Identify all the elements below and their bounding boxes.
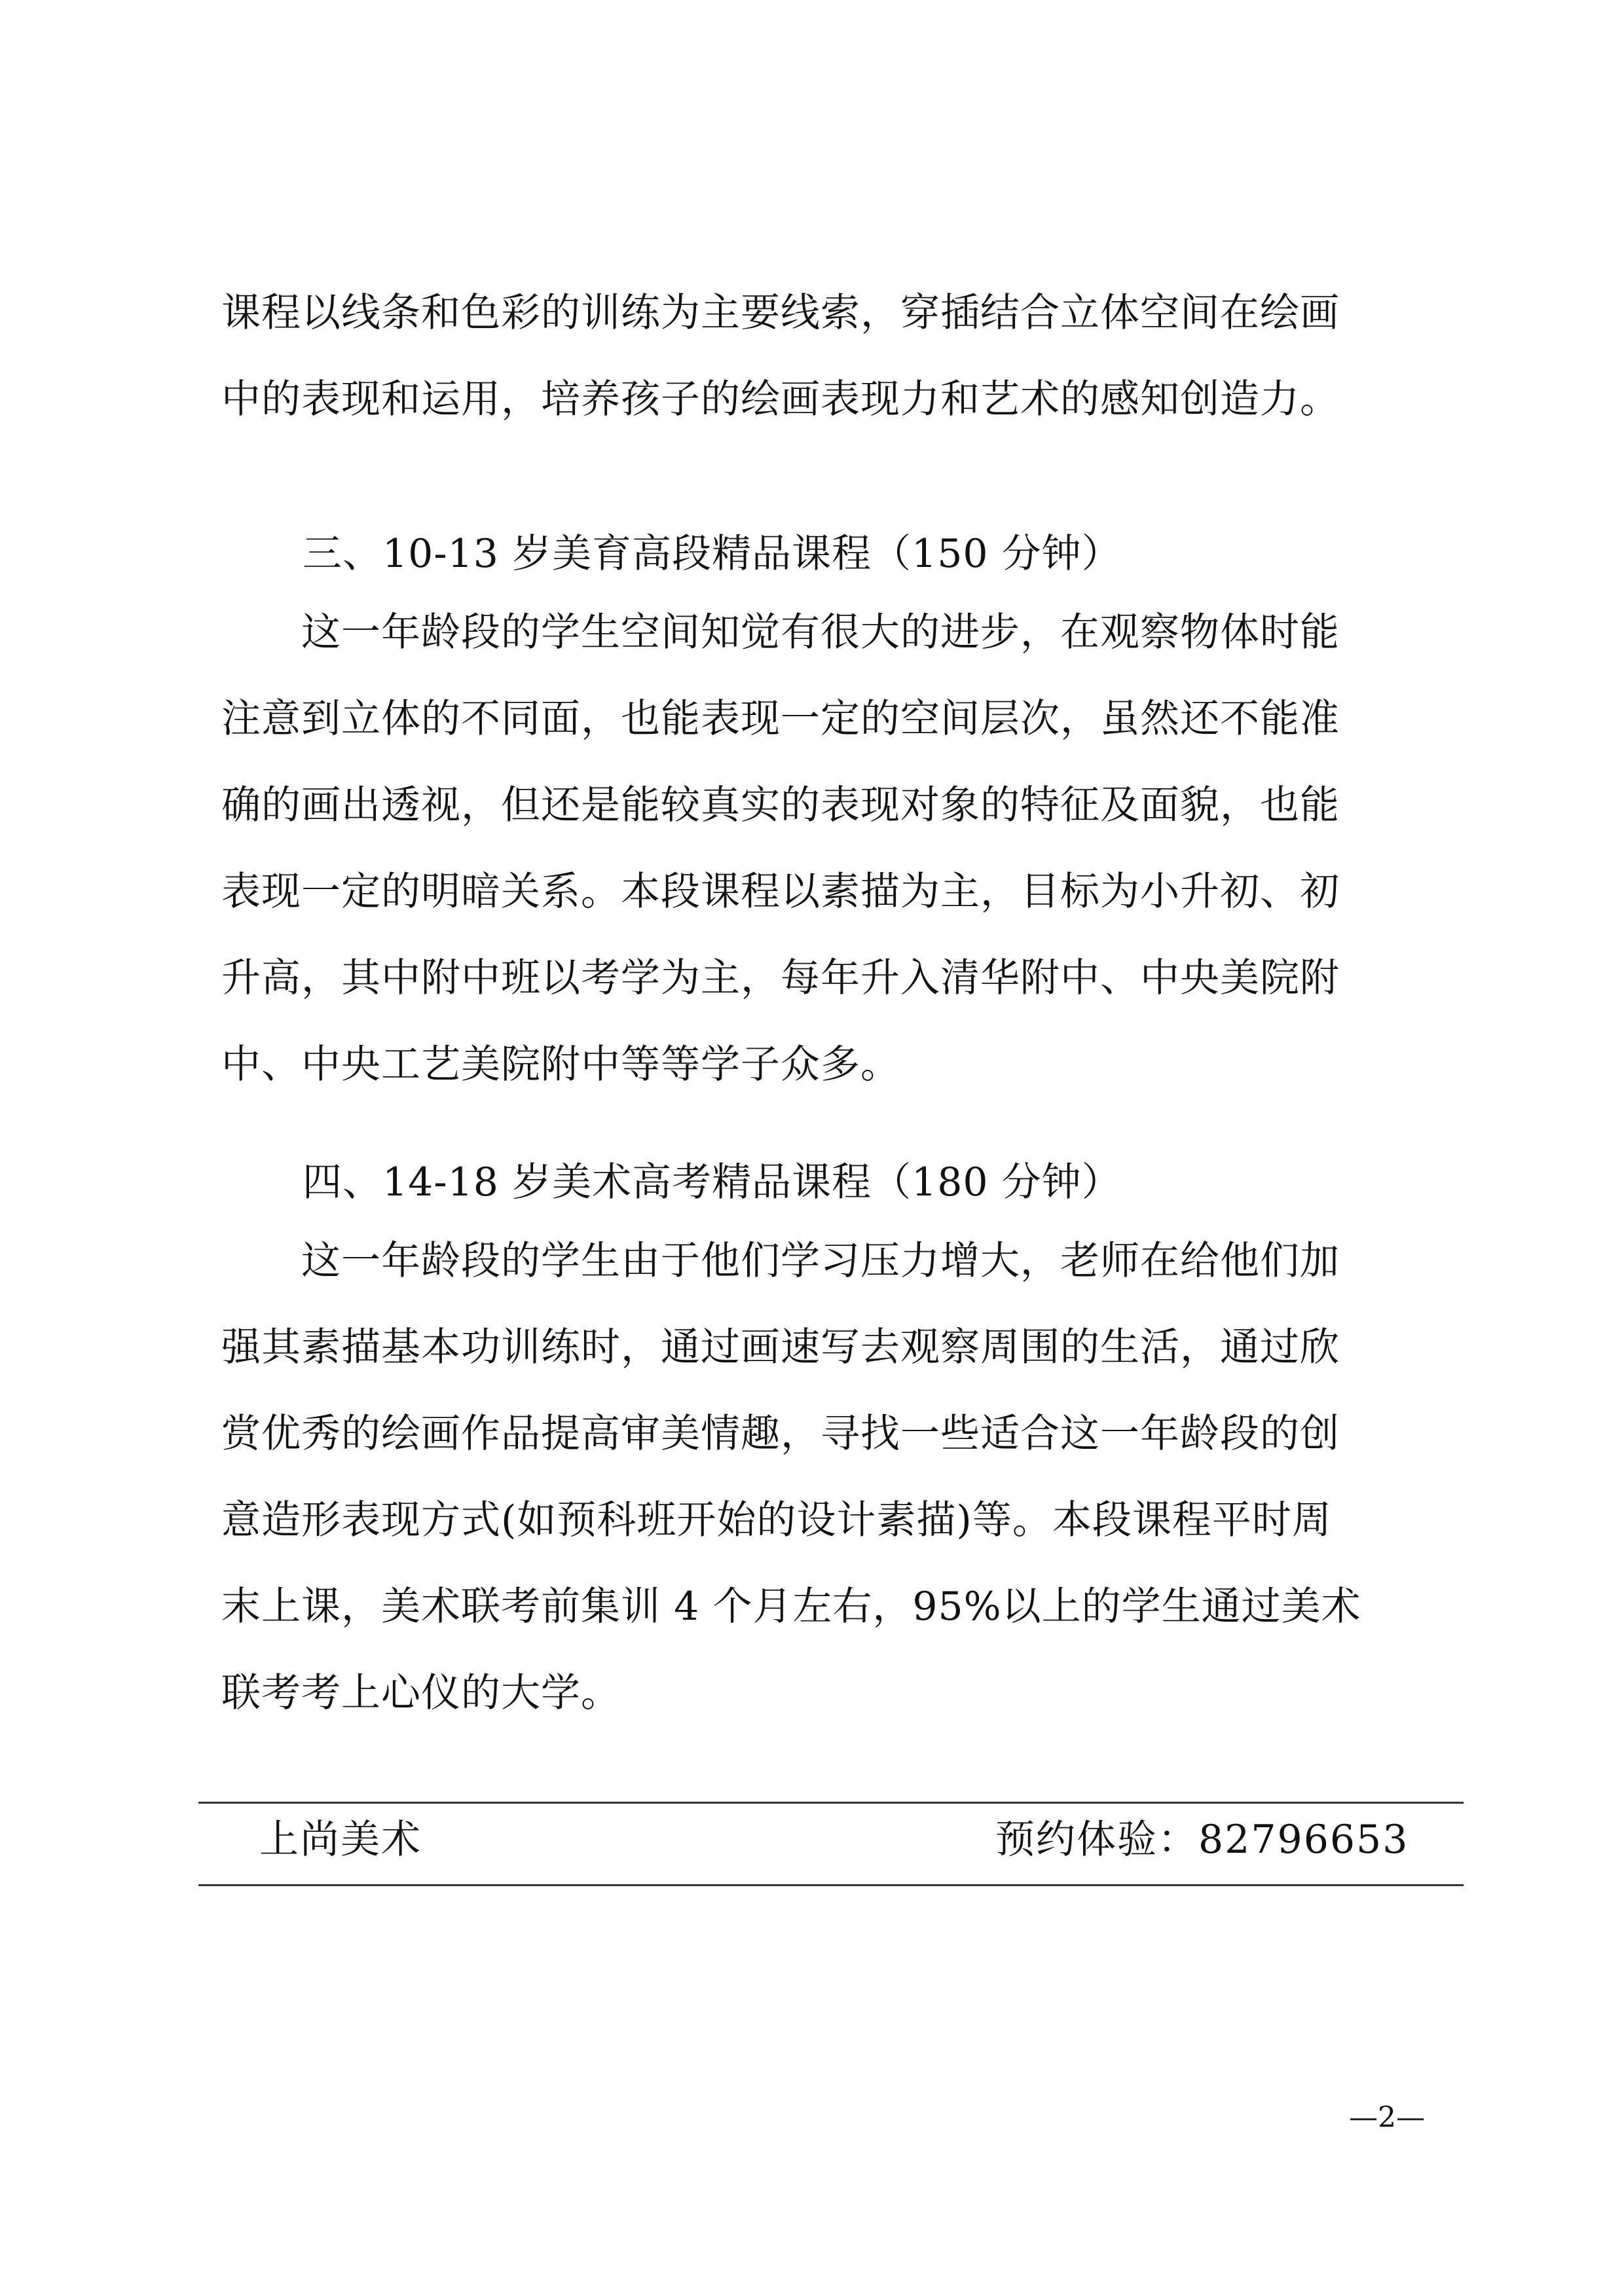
footer-booking: 预约体验：82796653 (995, 1817, 1409, 1863)
section-three-paragraph (221, 589, 1413, 1108)
section-three-line-4: 表现一定的明暗关系。本段课程以素描为主，目标为小升初、初 (221, 869, 1340, 915)
intro-paragraph (221, 270, 1413, 443)
section-three-line-6: 中、中央工艺美院附中等等学子众多。 (221, 1042, 900, 1087)
footer-bottom-rule (198, 1884, 1464, 1886)
section-four-line-4: 意造形表现方式(如预科班开始的设计素描)等。本段课程平时周 (221, 1497, 1332, 1543)
intro-line-2: 中的表现和运用，培养孩子的绘画表现力和艺术的感知创造力。 (221, 376, 1340, 422)
section-four-line-2: 强其素描基本功训练时，通过画速写去观察周围的生活，通过欣 (221, 1324, 1340, 1370)
section-four-line-1: 这一年龄段的学生由于他们学习压力增大，老师在给他们加 (221, 1238, 1340, 1284)
section-four-line-6: 联考考上心仪的大学。 (221, 1670, 621, 1716)
section-three-heading: 三、10-13 岁美育高段精品课程（150 分钟） (303, 531, 1122, 577)
section-four-line-5: 末上课，美术联考前集训 4 个月左右，95%以上的学生通过美术 (221, 1584, 1361, 1630)
section-three-line-3: 确的画出透视，但还是能较真实的表现对象的特征及面貌，也能 (221, 782, 1340, 828)
section-four-paragraph (221, 1218, 1413, 1736)
section-three-line-2: 注意到立体的不同面，也能表现一定的空间层次，虽然还不能准 (221, 696, 1340, 742)
section-three-line-5: 升高，其中附中班以考学为主，每年升入清华附中、中央美院附 (221, 955, 1340, 1001)
section-four-line-3: 赏优秀的绘画作品提高审美情趣，寻找一些适合这一年龄段的创 (221, 1411, 1340, 1457)
section-three-line-1: 这一年龄段的学生空间知觉有很大的进步，在观察物体时能 (221, 610, 1340, 655)
section-four-heading: 四、14-18 岁美术高考精品课程（180 分钟） (303, 1159, 1122, 1205)
intro-line-1: 课程以线条和色彩的训练为主要线索，穿插结合立体空间在绘画 (221, 290, 1340, 336)
page-number: —2— (1349, 2101, 1425, 2134)
footer-top-rule (198, 1802, 1464, 1804)
footer-brand: 上尚美术 (259, 1817, 422, 1863)
